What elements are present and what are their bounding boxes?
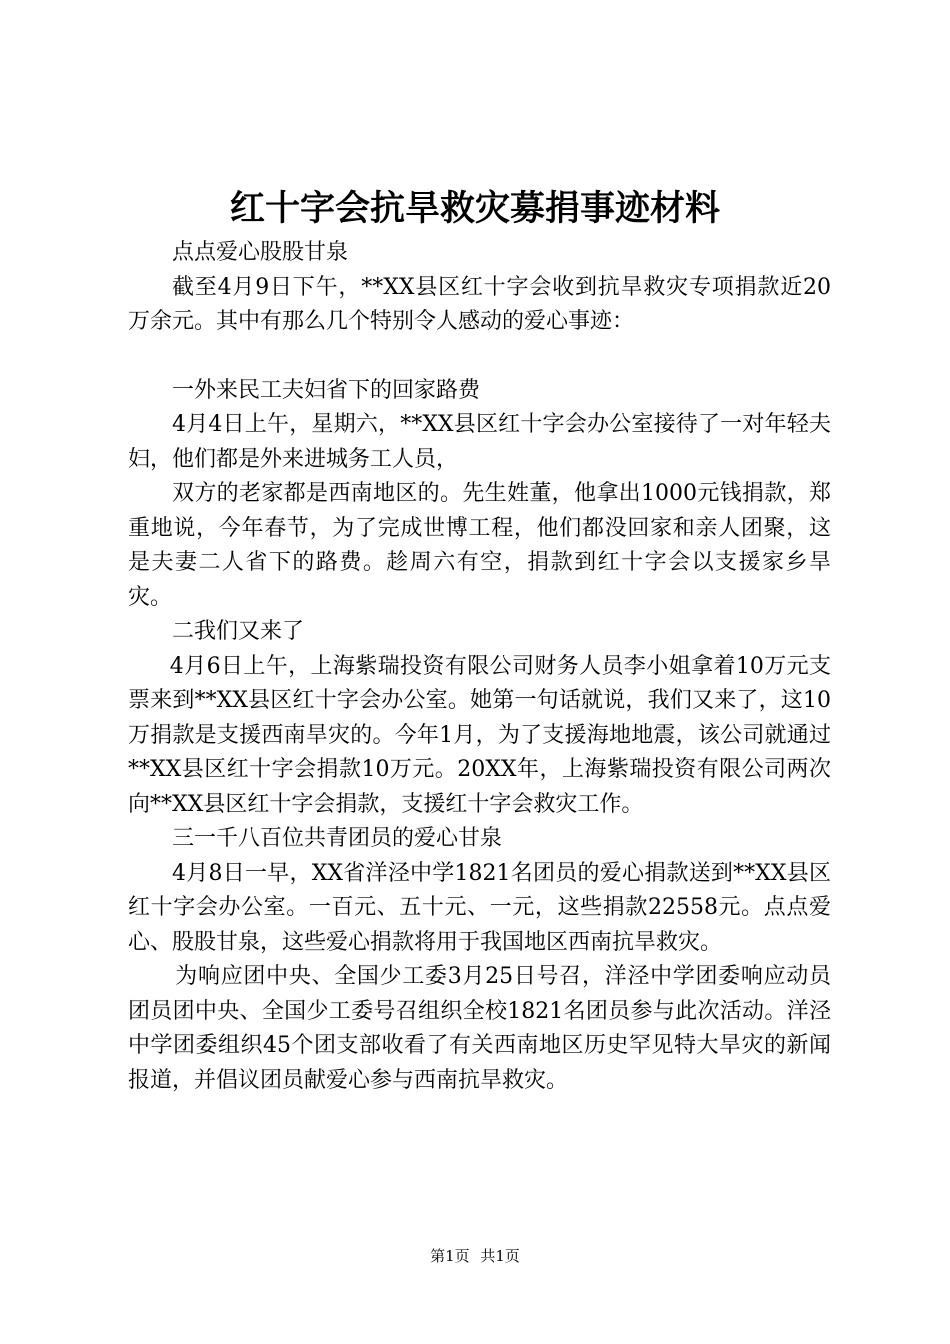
paragraph-1b: 双方的老家都是西南地区的。先生姓董，他拿出1000元钱捐款，郑重地说，今年春节，为了完成世博工程，他们都没回家和亲人团聚，这是夫妻二人省下的路费。趁周六有空，捐款到红十字会以支援家乡旱灾。 — [128, 481, 831, 610]
section-heading-3: 三一千八百位共青团员的爱心甘泉 — [172, 826, 503, 851]
paragraph-summary: 截至4月9日下午，**XX县区红十字会收到抗旱救灾专项捐款近20万余元。其中有那么几个特别令人感动的爱心事迹： — [128, 274, 831, 334]
section-heading-2: 二我们又来了 — [172, 619, 305, 644]
page-total: 共1页 — [480, 1247, 520, 1265]
page-number: 第1页 — [430, 1247, 470, 1265]
page-footer — [0, 1244, 950, 1268]
paragraph-1a: 4月4日上午，星期六，**XX县区红十字会办公室接待了一对年轻夫妇，他们都是外来进城务工人员， — [128, 412, 831, 472]
paragraph-3b: 为响应团中央、全国少工委3月25日号召，洋泾中学团委响应动员团员团中央、全国少工委号召组织全校1821名团员参与此次活动。洋泾中学团委组织45个团支部收看了有关西南地区历史罕见特大旱灾的新闻报道，并倡议团员献爱心参与西南抗旱救灾。 — [128, 964, 831, 1093]
document-title: 红十字会抗旱救灾募捐事迹材料 — [229, 188, 720, 229]
section-heading-intro: 点点爱心股股甘泉 — [172, 240, 349, 265]
document-body — [128, 236, 831, 1098]
paragraph-3a: 4月8日一早，XX省洋泾中学1821名团员的爱心捐款送到**XX县区红十字会办公室。一百元、五十元、一元，这些捐款22558元。点点爱心、股股甘泉，这些爱心捐款将用于我国地区西南抗旱救灾。 — [128, 860, 831, 955]
section-heading-1: 一外来民工夫妇省下的回家路费 — [172, 377, 481, 403]
paragraph-2: 4月6日上午，上海紫瑞投资有限公司财务人员李小姐拿着10万元支票来到**XX县区红十字会办公室。她第一句话就说，我们又来了，这10万捐款是支援西南旱灾的。今年1月，为了支援海地地震，该公司就通过**XX县区红十字会捐款10万元。20XX年，上海紫瑞投资有限公司两次向**XX县区红十字会捐款，支援红十字会救灾工作。 — [128, 653, 831, 817]
